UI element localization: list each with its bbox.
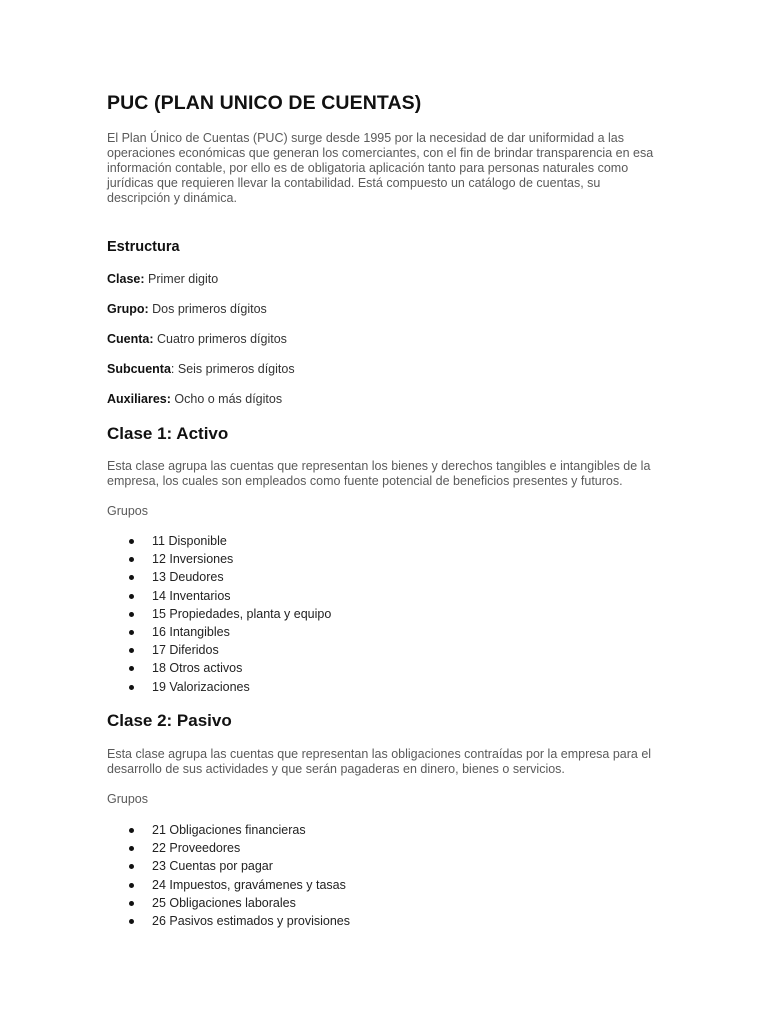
list-item-label: 14 Inventarios	[152, 588, 231, 603]
clase2-groups-label: Grupos	[107, 792, 148, 806]
list-item-label: 21 Obligaciones financieras	[152, 823, 306, 837]
estructura-value: Ocho o más dígitos	[170, 392, 283, 406]
list-item-label: 11 Disponible	[152, 534, 227, 548]
bullet-icon	[129, 630, 134, 635]
clase1-groups-label: Grupos	[107, 504, 148, 518]
clase2-heading: Clase 2: Pasivo	[107, 711, 232, 730]
bullet-icon	[129, 919, 134, 924]
list-item-label: 23 Cuentas por pagar	[152, 859, 273, 874]
bullet-icon	[129, 612, 134, 617]
estructura-item-subcuenta	[107, 362, 295, 376]
estructura-item-auxiliares	[107, 392, 282, 406]
estructura-value: Cuatro primeros dígitos	[153, 332, 287, 346]
bullet-icon	[129, 539, 134, 544]
estructura-term: Subcuenta	[107, 362, 171, 376]
estructura-heading: Estructura	[107, 239, 180, 255]
clase2-description: Esta clase agrupa las cuentas que representan las obligaciones contraídas por la empresa para el desarrollo de sus actividades y que serán pagaderas en dinero, bienes o servicios.	[107, 747, 652, 776]
list-item-label: 18 Otros activos	[152, 661, 243, 676]
list-item-label: 16 Intangibles	[152, 624, 230, 639]
list-item-label: 13 Deudores	[152, 570, 224, 585]
intro-paragraph: El Plan Único de Cuentas (PUC) surge desde 1995 por la necesidad de dar uniformidad a las operaciones económicas que generan los comerciantes, con el fin de brindar transparencia en esa información contable, por ello es de obligatoria aplicación tanto para personas naturales como jurídicas que requieren llevar la contabilidad. Está compuesto un catálogo de cuentas, su descripción y dinámica.	[107, 131, 654, 205]
bullet-icon	[129, 828, 134, 833]
list-item-label: 22 Proveedores	[152, 841, 241, 856]
clase1-description: Esta clase agrupa las cuentas que representan los bienes y derechos tangibles e intangibles de la empresa, los cuales son empleados como fuente potencial de beneficios presentes y futuros.	[107, 459, 651, 488]
list-item-label: 26 Pasivos estimados y provisiones	[152, 913, 351, 928]
list-item	[107, 568, 331, 586]
list-item	[107, 587, 331, 605]
estructura-term: Auxiliares:	[107, 392, 171, 406]
estructura-item-grupo	[107, 302, 267, 316]
list-item	[107, 659, 331, 677]
list-item	[107, 839, 350, 857]
list-item	[107, 894, 350, 912]
estructura-value: Seis primeros dígitos	[174, 362, 295, 376]
estructura-term: Clase:	[107, 272, 145, 286]
list-item-label: 17 Diferidos	[152, 643, 219, 658]
bullet-icon	[129, 575, 134, 580]
list-item	[107, 623, 331, 641]
bullet-icon	[129, 846, 134, 851]
list-item-label: 19 Valorizaciones	[152, 679, 250, 694]
list-item	[107, 605, 331, 623]
list-item	[107, 550, 331, 568]
list-item-label: 25 Obligaciones laborales	[152, 895, 296, 910]
bullet-icon	[129, 883, 134, 888]
clase2-groups-list	[107, 821, 350, 930]
estructura-item-cuenta	[107, 332, 287, 346]
list-item-label: 12 Inversiones	[152, 552, 234, 567]
list-item	[107, 876, 350, 894]
bullet-icon	[129, 901, 134, 906]
bullet-icon	[129, 666, 134, 671]
bullet-icon	[129, 864, 134, 869]
list-item	[107, 912, 350, 930]
list-item	[107, 857, 350, 875]
list-item	[107, 678, 331, 696]
bullet-icon	[129, 685, 134, 690]
clase1-groups-list	[107, 532, 331, 696]
list-item	[107, 641, 331, 659]
clase1-heading: Clase 1: Activo	[107, 424, 229, 443]
list-item-label: 24 Impuestos, gravámenes y tasas	[152, 877, 346, 892]
estructura-value: Primer digito	[144, 272, 219, 286]
estructura-sep: :	[170, 362, 175, 376]
bullet-icon	[129, 557, 134, 562]
estructura-term: Cuenta:	[107, 332, 154, 346]
estructura-value: Dos primeros dígitos	[148, 302, 267, 316]
list-item-label: 15 Propiedades, planta y equipo	[152, 606, 332, 621]
page-title: PUC (PLAN UNICO DE CUENTAS)	[107, 92, 422, 114]
bullet-icon	[129, 648, 134, 653]
list-item	[107, 532, 331, 550]
estructura-term: Grupo:	[107, 302, 149, 316]
estructura-item-clase	[107, 272, 218, 286]
bullet-icon	[129, 594, 134, 599]
list-item	[107, 821, 350, 839]
